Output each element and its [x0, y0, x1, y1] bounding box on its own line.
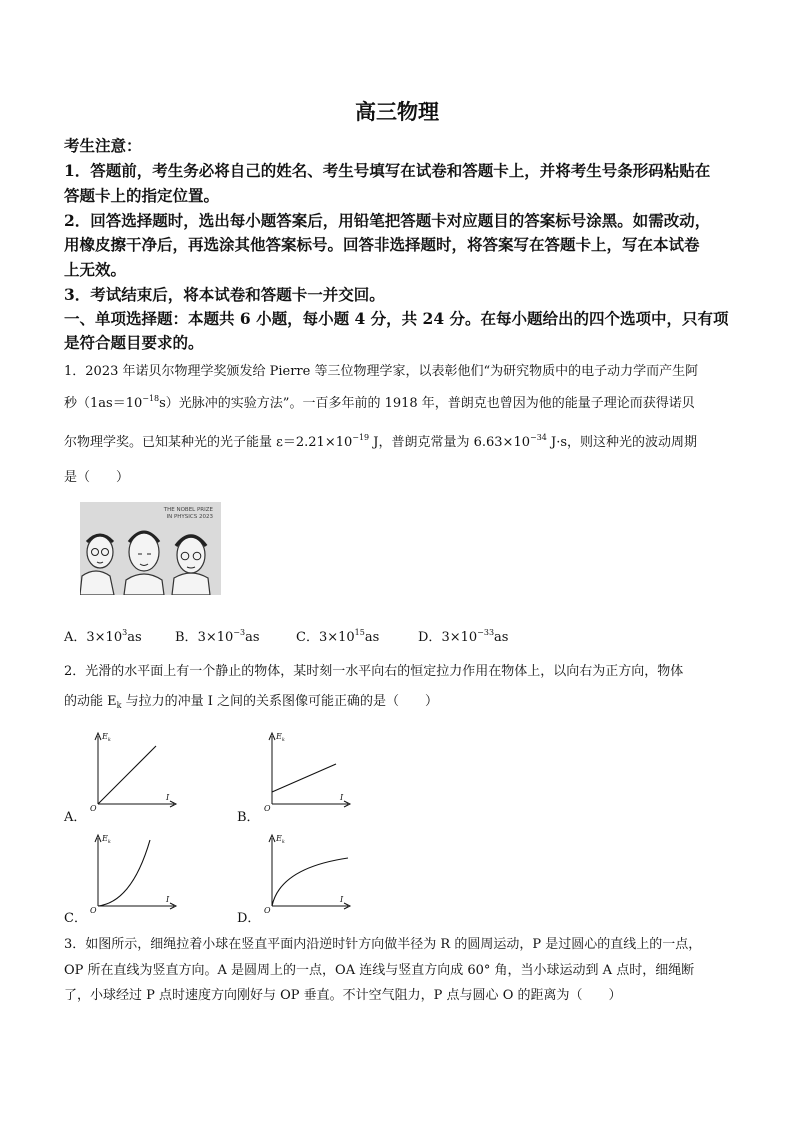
q1-line3-text-b: J，普朗克常量为 6.63×10	[369, 435, 530, 450]
q2-graph-d-origin: O	[264, 906, 271, 914]
q2-graph-b-y-label: $E_k$	[276, 732, 285, 743]
option-d-unit: as	[494, 630, 509, 645]
q2-graph-d-curve	[272, 858, 348, 906]
q2-graph-c-label: C．	[64, 911, 87, 926]
notice-item2-line2: 用橡皮擦干净后，再选涂其他答案标号。回答非选择题时，将答案写在答题卡上，写在本试卷	[64, 235, 700, 254]
q2-graph-d	[262, 830, 352, 914]
option-c-base: 3×10	[318, 630, 355, 645]
option-a-unit: as	[127, 630, 142, 645]
notice-item1-line2: 答题卡上的指定位置。	[64, 186, 220, 205]
q2-graph-b-label: B．	[237, 810, 260, 825]
q2-graph-a-label: A．	[64, 810, 87, 825]
q1-line2	[64, 392, 695, 411]
photo-caption: THE NOBEL PRIZE IN PHYSICS 2023	[163, 507, 213, 520]
q3-line3: 了，小球经过 P 点时速度方向刚好与 OP 垂直。不计空气阻力，P 点与圆心 O 的距离为（ ）	[64, 988, 622, 1003]
q1-option-b	[175, 626, 260, 645]
q2-graph-b	[262, 728, 352, 812]
q1-option-d	[418, 626, 508, 645]
option-d-label: D．	[418, 630, 442, 645]
page-title: 高三物理	[355, 99, 439, 124]
q2-graph-c-x-label: I	[166, 895, 170, 904]
q1-line2-exponent: −18	[142, 394, 160, 403]
q1-line3-text-a: 尔物理学奖。已知某种光的光子能量 ε＝2.21×10	[64, 435, 353, 450]
q2-graph-d-x-label: I	[340, 895, 344, 904]
section1-heading-line1: 一、单项选择题：本题共 6 小题，每小题 4 分，共 24 分。在每小题给出的四个选项中，只有项	[64, 309, 729, 328]
q2-graph-c-origin: O	[90, 906, 97, 914]
notice-item1-line1: 1．答题前，考生务必将自己的姓名、考生号填写在试卷和答题卡上，并将考生号条形码粘贴在	[64, 161, 711, 180]
section1-heading-line2: 是符合题目要求的。	[64, 333, 204, 352]
option-d-base: 3×10	[441, 630, 478, 645]
q1-line2-text-a: 秒（1as＝10	[64, 396, 143, 411]
option-b-label: B．	[175, 630, 198, 645]
option-c-unit: as	[364, 630, 380, 645]
q1-line3-exponent2: −34	[530, 433, 547, 442]
option-a-base: 3×10	[86, 630, 123, 645]
q1-option-a	[64, 626, 142, 645]
q3-line1: 3．如图所示，细绳拉着小球在竖直平面内沿逆时针方向做半径为 R 的圆周运动，P 是过圆心的直线上的一点，	[64, 937, 702, 952]
q2-graph-d-label: D．	[237, 911, 261, 926]
option-c-label: C．	[296, 630, 319, 645]
q2-graph-a-y-label: $E_k$	[102, 732, 111, 743]
notice-item2-line3: 上无效。	[64, 260, 127, 279]
q1-option-c	[296, 626, 379, 645]
option-a-exponent: 3	[122, 628, 128, 637]
q2-graph-a-origin: O	[90, 804, 97, 812]
q1-line3	[64, 431, 697, 450]
q2-line2-text-a: 的动能 E	[64, 694, 117, 709]
q1-line2-text-b: s）光脉冲的实验方法”。一百多年前的 1918 年，普朗克也曾因为他的能量子理论而获得诺贝	[159, 396, 695, 411]
q1-line3-text-c: J·s，则这种光的波动周期	[546, 435, 698, 450]
option-a-label: A．	[64, 630, 87, 645]
option-c-exponent: 15	[354, 628, 365, 637]
q1-line1: 1．2023 年诺贝尔物理学奖颁发给 Pierre 等三位物理学家，以表彰他们“为研究物质中的电子动力学而产生阿	[64, 364, 699, 379]
q2-line2-text-b: 与拉力的冲量 I 之间的关系图像可能正确的是（ ）	[121, 694, 439, 709]
q2-line2	[64, 690, 438, 709]
option-d-exponent: −33	[477, 628, 495, 637]
q2-graph-a-x-label: I	[166, 793, 170, 802]
q1-line4: 是（ ）	[64, 470, 130, 485]
notice-item2-line1: 2．回答选择题时，选出每小题答案后，用铅笔把答题卡对应题目的答案标号涂黑。如需改动，	[64, 211, 711, 230]
nobel-laureates-photo	[80, 502, 221, 595]
notice-heading: 考生注意：	[64, 136, 142, 155]
option-b-unit: as	[245, 630, 260, 645]
q2-graph-a	[88, 728, 178, 812]
q2-graph-a-curve	[98, 746, 156, 804]
q2-graph-c-y-label: $E_k$	[102, 834, 111, 845]
q2-graph-c	[88, 830, 178, 914]
notice-item3: 3．考试结束后，将本试卷和答题卡一并交回。	[64, 285, 385, 304]
q2-line2-subscript: k	[116, 701, 122, 710]
q2-graph-c-curve	[98, 840, 150, 906]
q2-graph-b-origin: O	[264, 804, 271, 812]
q2-graph-b-curve	[272, 764, 336, 792]
q2-line1: 2．光滑的水平面上有一个静止的物体，某时刻一水平向右的恒定拉力作用在物体上，以向右为正方向，物体	[64, 664, 684, 679]
q2-graph-b-x-label: I	[340, 793, 344, 802]
q1-line3-exponent1: −19	[352, 433, 370, 442]
q2-graph-d-y-label: $E_k$	[276, 834, 285, 845]
q3-line2: OP 所在直线为竖直方向。A 是圆周上的一点，OA 连线与竖直方向成 60° 角，当小球运动到 A 点时，细绳断	[64, 963, 695, 978]
option-b-exponent: −3	[233, 628, 246, 637]
option-b-base: 3×10	[197, 630, 234, 645]
